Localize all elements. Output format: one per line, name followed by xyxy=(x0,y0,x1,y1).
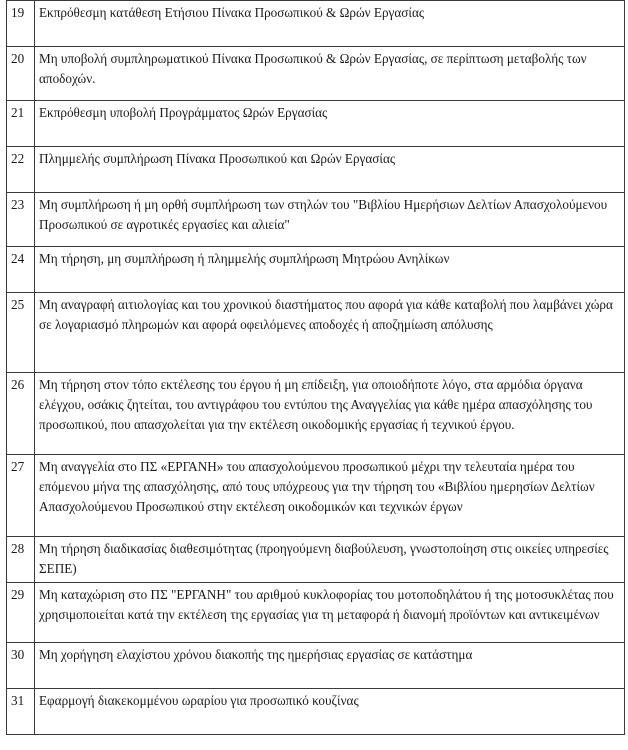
row-number: 29 xyxy=(7,583,35,643)
table-row xyxy=(7,247,625,293)
violations-table xyxy=(6,0,625,735)
row-description: Μη συμπλήρωση ή μη ορθή συμπλήρωση των στηλών του "Βιβλίου Ημερήσιων Δελτίων Απασχολούμενου Προσωπικού σε αγροτικές εργασίες και αλιεία" xyxy=(35,193,625,247)
row-number: 24 xyxy=(7,247,35,293)
row-number: 25 xyxy=(7,293,35,373)
row-number: 22 xyxy=(7,147,35,193)
row-description: Μη καταχώριση στο ΠΣ "ΕΡΓΑΝΗ" του αριθμού κυκλοφορίας του μοτοποδηλάτου ή της μοτοσυκλέτας που χρησιμοποιείται κατά την εκτέλεση της εργασίας για τη μεταφορά ή διανομή προϊόντων και αντικειμένων xyxy=(35,583,625,643)
row-description: Μη αναγραφή αιτιολογίας και του χρονικού διαστήματος που αφορά για κάθε καταβολή που λαμβάνει χώρα σε λογαριασμό πληρωμών και αφορά οφειλόμενες αποδοχές ή αποζημίωση απόλυσης xyxy=(35,293,625,373)
row-description: Μη τήρηση διαδικασίας διαθεσιμότητας (προηγούμενη διαβούλευση, γνωστοποίηση στις οικείες υπηρεσίες ΣΕΠΕ) xyxy=(35,537,625,583)
row-number: 28 xyxy=(7,537,35,583)
table-row xyxy=(7,1,625,47)
row-number: 27 xyxy=(7,455,35,537)
table-row xyxy=(7,455,625,537)
row-number: 21 xyxy=(7,101,35,147)
row-description: Εκπρόθεσμη υποβολή Προγράμματος Ωρών Εργασίας xyxy=(35,101,625,147)
row-description: Μη τήρηση, μη συμπλήρωση ή πλημμελής συμπλήρωση Μητρώου Ανηλίκων xyxy=(35,247,625,293)
row-number: 30 xyxy=(7,643,35,689)
row-description: Μη υποβολή συμπληρωματικού Πίνακα Προσωπικού & Ωρών Εργασίας, σε περίπτωση μεταβολής των αποδοχών. xyxy=(35,47,625,101)
row-number: 20 xyxy=(7,47,35,101)
table-row xyxy=(7,537,625,583)
row-description: Μη αναγγελία στο ΠΣ «ΕΡΓΑΝΗ» του απασχολούμενου προσωπικού μέχρι την τελευταία ημέρα του επόμενου μήνα της απασχόλησης, από τους υπόχρεους για την τήρηση του «Βιβλίου ημερησίων Δελτίων Απασχολούμενου Προσωπικού στην εκτέλεση οικοδομικών και τεχνικών έργων xyxy=(35,455,625,537)
row-number: 26 xyxy=(7,373,35,455)
row-number: 23 xyxy=(7,193,35,247)
row-description: Μη τήρηση στον τόπο εκτέλεσης του έργου ή μη επίδειξη, για οποιοδήποτε λόγο, στα αρμόδια όργανα ελέγχου, οσάκις ζητείται, του αντιγράφου του εντύπου της Αναγγελίας για κάθε ημέρα απασχόλησης του προσωπικού, που απασχολείται για την εκτέλεση οικοδομικής εργασίας ή τεχνικού έργου. xyxy=(35,373,625,455)
row-description: Εφαρμογή διακεκομμένου ωραρίου για προσωπικό κουζίνας xyxy=(35,689,625,735)
table-row xyxy=(7,47,625,101)
table-row xyxy=(7,583,625,643)
table-row xyxy=(7,101,625,147)
row-number: 19 xyxy=(7,1,35,47)
table-row xyxy=(7,373,625,455)
row-number: 31 xyxy=(7,689,35,735)
table-row xyxy=(7,643,625,689)
row-description: Εκπρόθεσμη κατάθεση Ετήσιου Πίνακα Προσωπικού & Ωρών Εργασίας xyxy=(35,1,625,47)
table-row xyxy=(7,193,625,247)
row-description: Μη χορήγηση ελαχίστου χρόνου διακοπής της ημερήσιας εργασίας σε κατάστημα xyxy=(35,643,625,689)
table-row xyxy=(7,293,625,373)
table-row xyxy=(7,689,625,735)
table-row xyxy=(7,147,625,193)
row-description: Πλημμελής συμπλήρωση Πίνακα Προσωπικού και Ωρών Εργασίας xyxy=(35,147,625,193)
